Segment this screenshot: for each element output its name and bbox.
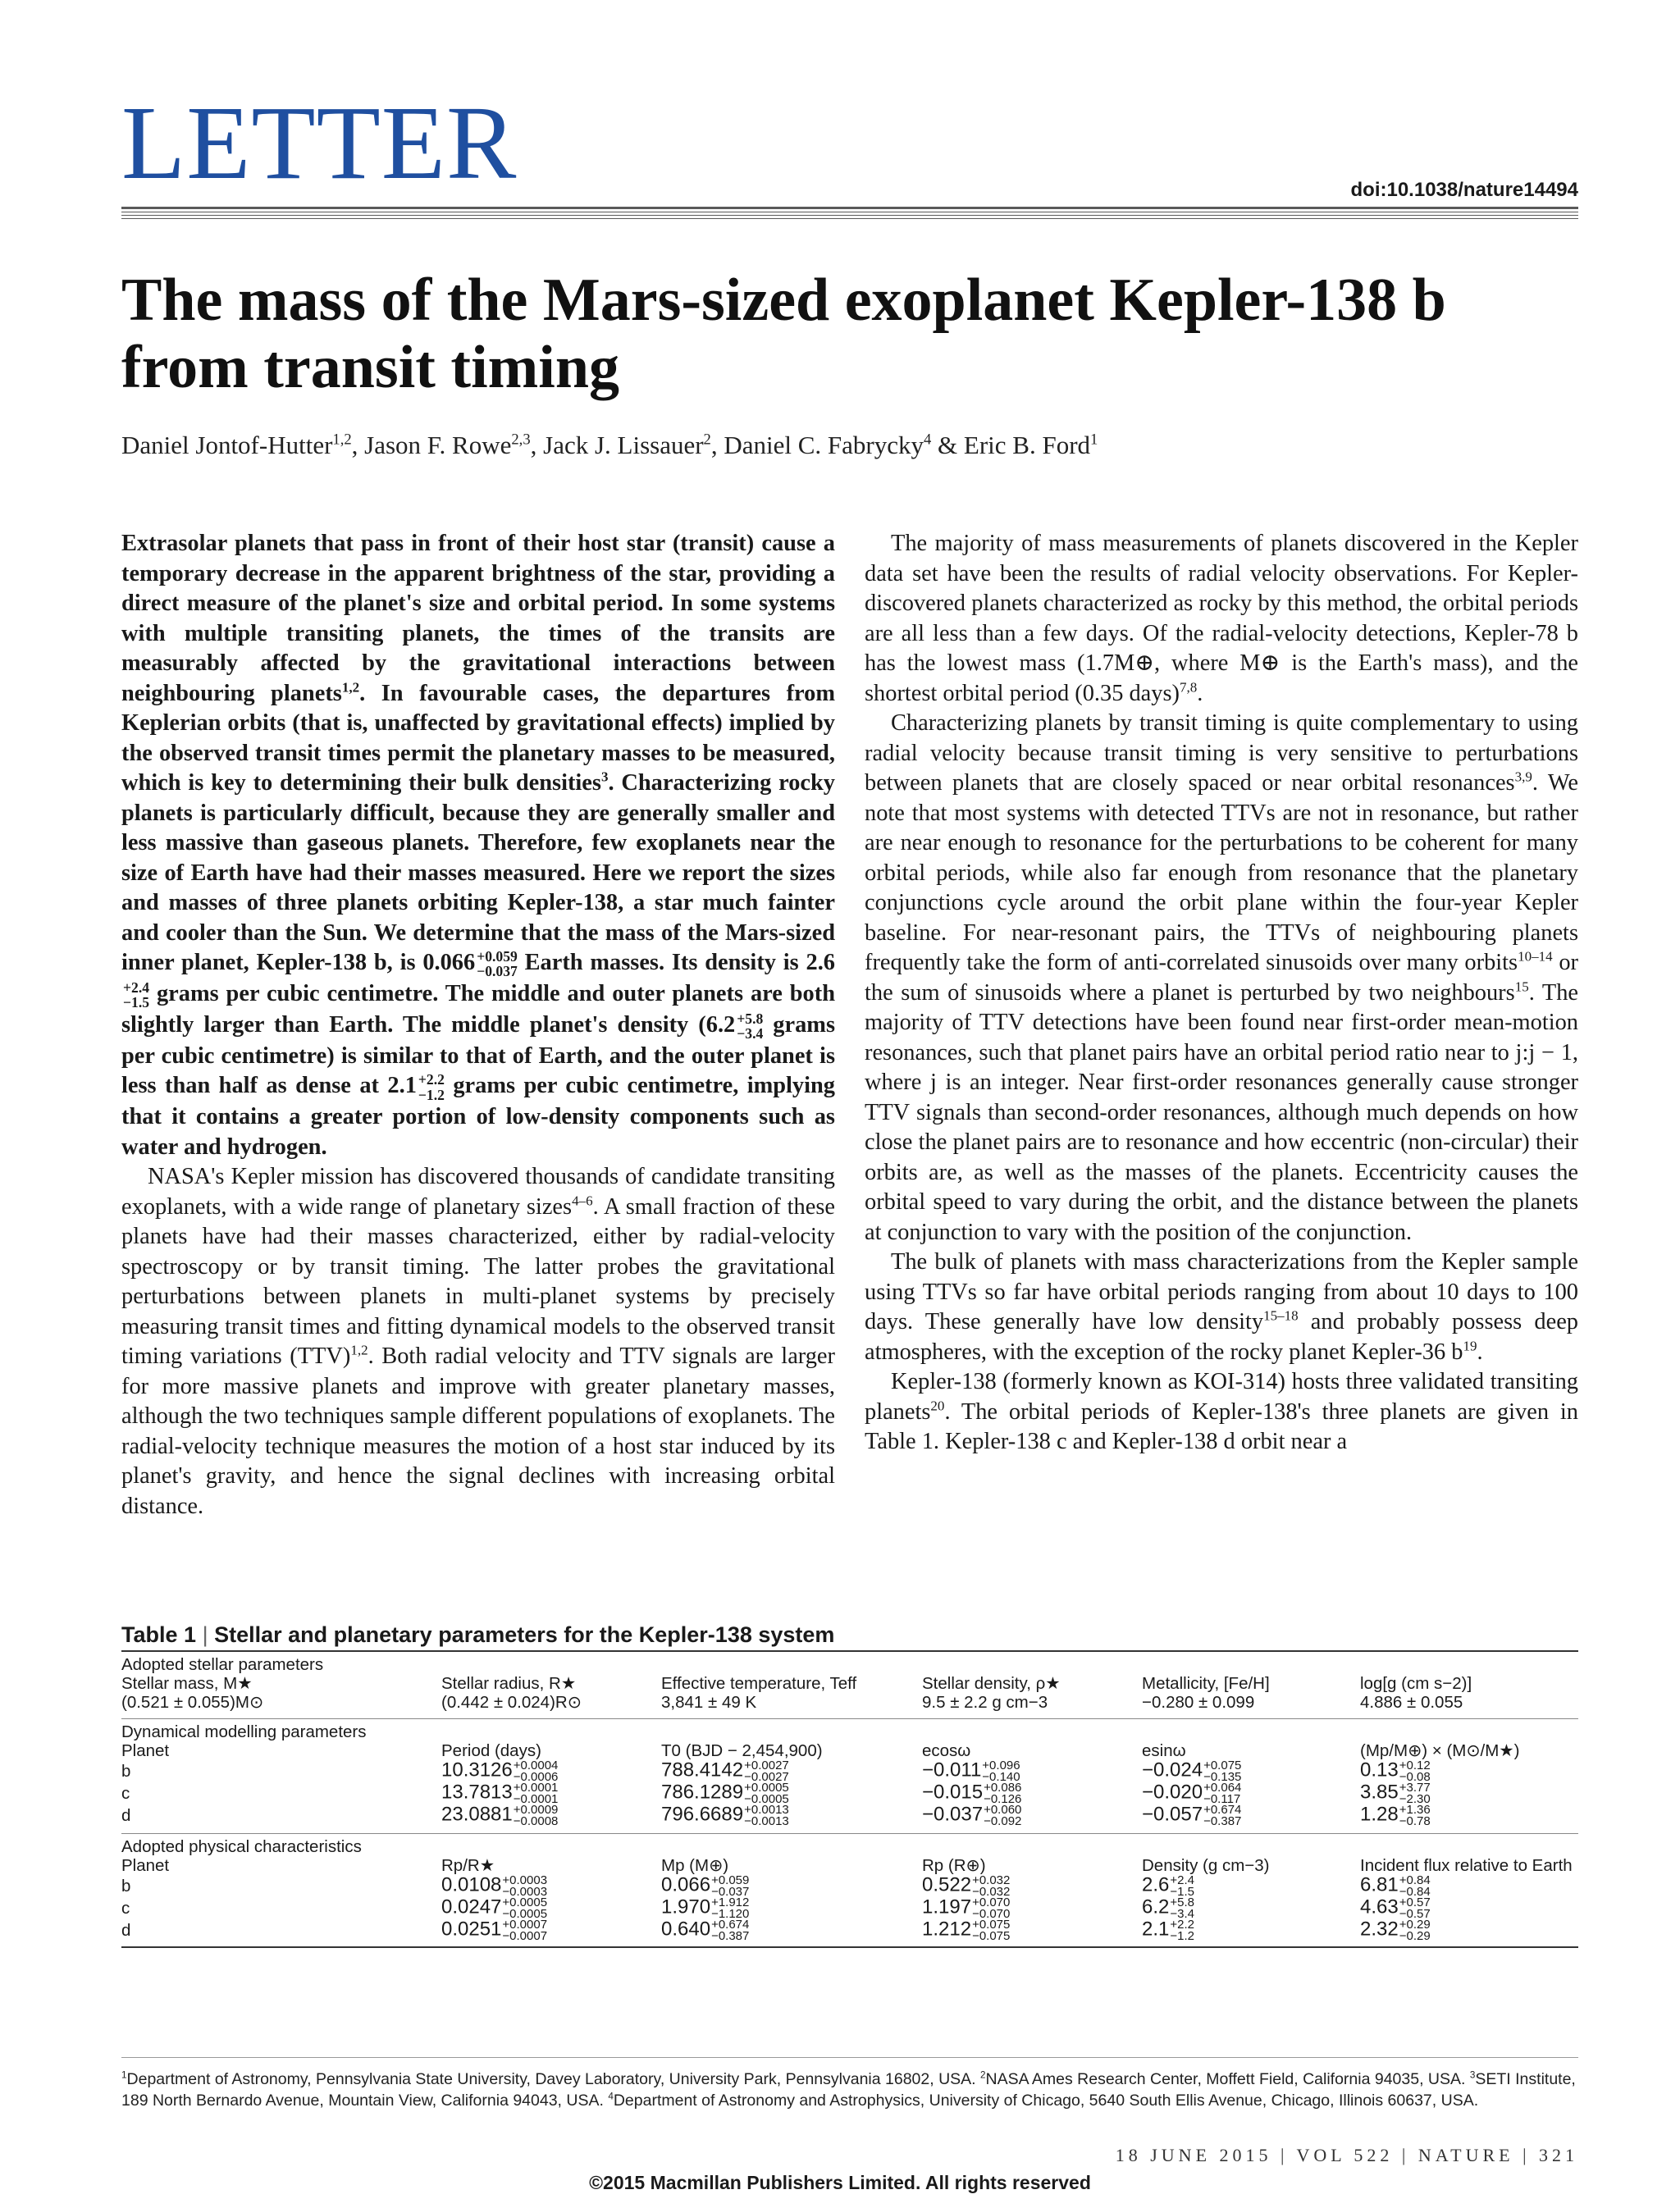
cell-value: 1.28	[1360, 1802, 1399, 1825]
upper-error: +0.674	[1203, 1802, 1242, 1817]
cell-value: 2.32	[1360, 1917, 1399, 1940]
journal-footer: 18 JUNE 2015 | VOL 522 | NATURE | 321	[1115, 2145, 1578, 2165]
uncertainty	[502, 1897, 547, 1920]
uncertainty	[502, 1919, 547, 1942]
planet-label: b	[121, 1877, 131, 1896]
column-header: Stellar density, ρ★	[922, 1674, 1061, 1693]
cell-value: −0.057	[1142, 1802, 1203, 1825]
cell-value: 2.1	[1142, 1917, 1170, 1940]
table-cell	[661, 1875, 922, 1898]
lower-error: −0.070	[972, 1906, 1011, 1921]
upper-error: +0.060	[984, 1802, 1022, 1817]
uncertainty	[744, 1760, 789, 1783]
uncertainty	[744, 1804, 789, 1827]
planet-label: d	[121, 1806, 131, 1825]
uncertainty	[1399, 1919, 1431, 1942]
lower-error: −0.0027	[744, 1769, 789, 1784]
lower-error: −0.032	[972, 1884, 1011, 1899]
lower-error: −0.0007	[502, 1928, 548, 1943]
uncertainty	[972, 1875, 1010, 1898]
table-header-row	[121, 1674, 1578, 1693]
uncertainty	[711, 1875, 749, 1898]
body-paragraph: The bulk of planets with mass characterizations from the Kepler sample using TTVs so far have orbital periods ranging from about 10 days to 100 days. These generally have low density$^{15-18}$ and probably possess deep atmospheres, with the exception of the rocky planet Kepler-36 $b^{19}$.	[865, 1249, 1578, 1365]
lower-error: −0.29	[1399, 1928, 1431, 1943]
column-header: Density (g cm−3)	[1142, 1856, 1270, 1875]
section-heading: Adopted stellar parameters	[121, 1655, 324, 1674]
cell-value: −0.020	[1142, 1780, 1203, 1803]
table-header-row	[121, 1741, 1578, 1760]
uncertainty	[514, 1804, 559, 1827]
table-cell	[1360, 1804, 1578, 1827]
upper-error: +0.032	[972, 1873, 1011, 1887]
lower-error: −2.30	[1399, 1791, 1431, 1806]
lower-error: −1.120	[711, 1906, 750, 1921]
author-name: Daniel C. Fabrycky	[724, 431, 924, 459]
affiliation-ref: 2	[703, 431, 711, 449]
column-header: Stellar mass, M★	[121, 1674, 253, 1693]
column-header: Rp/R★	[441, 1856, 495, 1875]
left-column	[121, 529, 835, 1521]
upper-error: +0.070	[972, 1895, 1011, 1909]
uncertainty	[984, 1804, 1021, 1827]
column-header: esinω	[1142, 1741, 1186, 1760]
cell-value: 23.0881	[441, 1802, 513, 1825]
table-row	[121, 1897, 1578, 1919]
right-column	[865, 529, 1578, 1458]
lower-error: −0.126	[984, 1791, 1022, 1806]
table-caption: Table 1 | Stellar and planetary parameters for the Kepler-138 system	[121, 1622, 835, 1647]
body-paragraph: NASA's Kepler mission has discovered thousands of candidate transiting exoplanets, with a wide range of planetary sizes$^{4-6}$. A small fraction of these planets have had their masses characterized, either by radial-velocity spectroscopy or by transit timing. The latter probes the gravitational perturbations between planets in multi-planet systems by precisely measuring transit times and fitting dynamical models to the observed transit timing variations (TTV)$^{1,2}$. Both radial velocity and TTV signals are larger for more massive planets and improve with greater planetary masses, although the two techniques sample different populations of exoplanets. The radial-velocity technique measures the motion of a host star induced by its planet's gravity, and hence the signal declines with increasing orbital distance.	[121, 1164, 835, 1519]
cell-value: −0.024	[1142, 1758, 1203, 1781]
column-header: ecosω	[922, 1741, 971, 1760]
stellar-section	[121, 1650, 1578, 1712]
citation-ref: 7,8	[1179, 679, 1198, 696]
upper-error: +5.8	[1170, 1895, 1194, 1909]
uncertainty	[972, 1919, 1010, 1942]
lower-error: −0.57	[1399, 1906, 1431, 1921]
affiliation-ref: 4	[923, 431, 932, 449]
lower-error: −1.2	[1170, 1928, 1194, 1943]
table-cell	[1142, 1897, 1360, 1920]
citation-ref: 15	[1514, 979, 1529, 995]
upper-error: +0.0013	[744, 1802, 789, 1817]
lower-error: −0.0008	[513, 1813, 559, 1828]
table-cell	[661, 1804, 922, 1827]
lower-error: −0.0005	[744, 1791, 789, 1806]
author-name: Daniel Jontof-Hutter	[121, 431, 333, 459]
cell-value: −0.037	[922, 1802, 984, 1825]
cell-value: 0.0108	[441, 1873, 502, 1896]
affiliation-ref: 1,2	[332, 431, 352, 449]
cell-value: 4.63	[1360, 1895, 1399, 1918]
uncertainty	[1170, 1897, 1194, 1920]
column-header: Period (days)	[441, 1741, 541, 1760]
table-cell	[922, 1897, 1142, 1920]
upper-error: +0.0004	[513, 1758, 559, 1772]
upper-error: +0.059	[711, 1873, 750, 1887]
upper-error: +0.086	[984, 1780, 1022, 1795]
author-name: Jack J. Lissauer	[543, 431, 704, 459]
cell-value: 1.970	[661, 1895, 711, 1918]
table-cell: (0.442 ± 0.024)R⊙	[441, 1693, 582, 1712]
cell-value: 1.212	[922, 1917, 972, 1940]
lower-error: −0.140	[982, 1769, 1020, 1784]
upper-error: +0.0003	[502, 1873, 548, 1887]
table-cell: 4.886 ± 0.055	[1360, 1693, 1463, 1712]
table-cell	[922, 1782, 1142, 1805]
physical-section	[121, 1833, 1578, 1948]
column-header: (Mp/M⊕) × (M⊙/M★)	[1360, 1741, 1520, 1760]
citation-ref: 3,9	[1514, 769, 1532, 785]
planet-label: b	[121, 1762, 131, 1781]
upper-error: +0.0005	[744, 1780, 789, 1795]
column-header: Rp (R⊕)	[922, 1856, 986, 1875]
cell-value: 0.13	[1360, 1758, 1399, 1781]
lower-error: −0.135	[1203, 1769, 1242, 1784]
letter-banner: LETTER	[121, 84, 518, 201]
cell-value: 796.6689	[661, 1802, 744, 1825]
upper-error: +2.2	[1170, 1917, 1194, 1932]
table-row	[121, 1804, 1578, 1827]
citation-ref: 19	[1463, 1338, 1477, 1354]
copyright-notice: ©2015 Macmillan Publishers Limited. All rights reserved	[589, 2172, 1091, 2193]
cell-value: 2.6	[1142, 1873, 1170, 1896]
uncertainty	[1203, 1804, 1241, 1827]
lower-error: −0.075	[972, 1928, 1011, 1943]
table-cell	[441, 1804, 661, 1827]
parameters-table	[121, 1650, 1578, 1948]
column-header: T0 (BJD − 2,454,900)	[661, 1741, 823, 1760]
table-cell	[922, 1875, 1142, 1898]
upper-error: +0.674	[711, 1917, 750, 1932]
lower-error: −0.0005	[502, 1906, 548, 1921]
uncertainty	[972, 1897, 1010, 1920]
citation-ref: 20	[930, 1398, 945, 1414]
affiliations: $^1$Department of Astronomy, Pennsylvania State University, Davey Laboratory, University Park, Pennsylvania 16802, USA. $^2$NASA Ames Research Center, Moffett Field, California 94035, USA. $^3$SETI Institute, 189 North Bernardo Avenue, Mountain View, California 94043, USA. $^4$Department of Astronomy and Astrophysics, University of Chicago, 5640 South Ellis Avenue, Chicago, Illinois 60637, USA.	[121, 2069, 1576, 2110]
author-name: Eric B. Ford	[963, 431, 1091, 459]
dynamical-section	[121, 1718, 1578, 1827]
lower-error: −0.84	[1399, 1884, 1431, 1899]
dynamical-rows	[121, 1760, 1578, 1827]
section-heading: Dynamical modelling parameters	[121, 1722, 367, 1741]
upper-error: +0.0001	[513, 1780, 559, 1795]
uncertainty	[711, 1897, 749, 1920]
upper-error: +0.064	[1203, 1780, 1242, 1795]
uncertainty	[1399, 1804, 1431, 1827]
author-name: Jason F. Rowe	[364, 431, 512, 459]
cell-value: 6.2	[1142, 1895, 1170, 1918]
table-header-row	[121, 1856, 1578, 1875]
table-row	[121, 1919, 1578, 1941]
cell-value: 0.0247	[441, 1895, 502, 1918]
lower-error: −3.4	[1170, 1906, 1194, 1921]
cell-value: −0.011	[922, 1758, 982, 1781]
upper-error: +0.29	[1399, 1917, 1431, 1932]
table-cell	[922, 1919, 1142, 1942]
table-cell: 3,841 ± 49 K	[661, 1693, 757, 1712]
cell-value: 0.066	[661, 1873, 711, 1896]
uncertainty	[1203, 1782, 1241, 1805]
lower-error: −0.387	[1203, 1813, 1242, 1828]
table-cell	[441, 1782, 661, 1805]
uncertainty	[514, 1760, 559, 1783]
upper-error: +0.57	[1399, 1895, 1431, 1909]
uncertainty	[1399, 1875, 1431, 1898]
table-cell	[1360, 1782, 1578, 1805]
upper-error: +0.096	[982, 1758, 1020, 1772]
table-cell	[441, 1760, 661, 1783]
upper-error: +1.912	[711, 1895, 750, 1909]
cell-value: 0.522	[922, 1873, 972, 1896]
uncertainty	[711, 1919, 749, 1942]
citation-ref: 1,2	[341, 679, 360, 696]
table-cell	[1360, 1919, 1578, 1942]
citation-ref: 10–14	[1518, 948, 1553, 965]
citation-ref: 4–6	[572, 1193, 593, 1209]
table-row	[121, 1875, 1578, 1897]
table-cell	[1142, 1875, 1360, 1898]
planet-label: d	[121, 1921, 131, 1940]
table-cell	[1360, 1875, 1578, 1898]
table-cell: −0.280 ± 0.099	[1142, 1693, 1255, 1712]
cell-value: 10.3126	[441, 1758, 513, 1781]
upper-error: +0.0005	[502, 1895, 548, 1909]
uncertainty	[1170, 1919, 1194, 1942]
table-row	[121, 1760, 1578, 1782]
cell-value: 786.1289	[661, 1780, 744, 1803]
citation-ref: 3	[600, 769, 609, 785]
lower-error: −0.092	[984, 1813, 1022, 1828]
uncertainty	[1170, 1875, 1194, 1898]
lower-error: −0.037	[711, 1884, 750, 1899]
planet-label: c	[121, 1899, 130, 1918]
table-cell	[1142, 1804, 1360, 1827]
lower-error: −0.0006	[513, 1769, 559, 1784]
article-title: The mass of the Mars-sized exoplanet Kepler-138 b from transit timing	[121, 267, 1446, 401]
cell-value: 1.197	[922, 1895, 972, 1918]
table-cell	[441, 1875, 661, 1898]
cell-value: 13.7813	[441, 1780, 513, 1803]
physical-rows	[121, 1875, 1578, 1941]
lower-error: −0.0001	[513, 1791, 559, 1806]
uncertainty	[1399, 1760, 1431, 1783]
uncertainty	[1399, 1897, 1431, 1920]
lower-error: −0.387	[711, 1928, 750, 1943]
lower-error: −1.5	[1170, 1884, 1194, 1899]
table-cell	[922, 1760, 1142, 1783]
author-list: Daniel Jontof-Hutter$^{1,2}$, Jason F. Rowe$^{2,3}$, Jack J. Lissauer$^2$, Daniel C. Fabrycky$^4$ & Eric B. Ford$^1$	[121, 431, 1098, 459]
table-cell	[441, 1897, 661, 1920]
citation-ref: 15–18	[1263, 1307, 1299, 1324]
upper-error: +0.075	[1203, 1758, 1242, 1772]
upper-error: +0.0007	[502, 1917, 548, 1932]
lower-error: −0.117	[1203, 1791, 1241, 1806]
table-cell	[661, 1897, 922, 1920]
upper-error: +0.84	[1399, 1873, 1431, 1887]
column-header: Effective temperature, Teff	[661, 1674, 857, 1693]
upper-error: +0.0009	[513, 1802, 559, 1817]
cell-value: 3.85	[1360, 1780, 1399, 1803]
upper-error: +2.4	[1170, 1873, 1194, 1887]
section-heading: Adopted physical characteristics	[121, 1837, 362, 1856]
table-cell	[661, 1919, 922, 1942]
header-rule	[121, 207, 1578, 209]
upper-error: +3.77	[1399, 1780, 1431, 1795]
uncertainty	[744, 1782, 789, 1805]
table-cell	[1142, 1782, 1360, 1805]
column-header: Planet	[121, 1741, 170, 1760]
column-header: Planet	[121, 1856, 170, 1875]
column-header: Mp (M⊕)	[661, 1856, 729, 1875]
lower-error: −0.78	[1399, 1813, 1431, 1828]
body-paragraph: Kepler-138 (formerly known as KOI-314) hosts three validated transiting planets$^{20}$. The orbital periods of Kepler-138's three planets are given in Table 1. Kepler-138 c and Kepler-138 d orbit near a	[865, 1369, 1578, 1454]
table-cell	[661, 1782, 922, 1805]
affiliation-ref: 1	[1090, 431, 1098, 449]
cell-value: 0.640	[661, 1917, 711, 1940]
uncertainty	[1203, 1760, 1241, 1783]
table-cell: 9.5 ± 2.2 g cm−3	[922, 1693, 1048, 1712]
body-paragraph: Characterizing planets by transit timing is quite complementary to using radial velocity because transit timing is very sensitive to perturbations between planets that are closely spaced or near orbital resonances$^{3,9}$. We note that most systems with detected TTVs are not in resonance, but rather are near enough to resonance for the perturbations to be coherent for many orbital periods, while also far enough from resonance that the planetary conjunctions cycle around the orbit plane within the four-year Kepler baseline. For near-resonant pairs, the TTVs of neighbouring planets frequently take the form of anti-correlated sinusoids over many orbits$^{10-14}$ or the sum of sinusoids where a planet is perturbed by two neighbours$^{15}$. The majority of TTV detections have been found near first-order mean-motion resonances, such that planet pairs have an orbital period ratio near to j:j − 1, where j is an integer. Near first-order resonances generally cause stronger TTV signals than second-order resonances, although much depends on how close the planet pairs are to resonance and how eccentric (non-circular) their orbits are, as well as the masses of the planets. Eccentricity causes the orbital speed to vary during the orbit, and the distance between the planets at conjunction to vary with the position of the conjunction.	[865, 710, 1579, 1245]
uncertainty	[514, 1782, 559, 1805]
doi-link[interactable]: doi:10.1038/nature14494	[1350, 179, 1578, 201]
lower-error: −0.08	[1399, 1769, 1431, 1784]
upper-error: +0.12	[1399, 1758, 1431, 1772]
uncertainty	[502, 1875, 547, 1898]
table-cell: (0.521 ± 0.055)M⊙	[121, 1693, 264, 1712]
planet-label: c	[121, 1784, 130, 1803]
uncertainty	[1399, 1782, 1431, 1805]
cell-value: 0.0251	[441, 1917, 502, 1940]
column-header: Incident flux relative to Earth	[1360, 1856, 1573, 1875]
upper-error: +0.075	[972, 1917, 1011, 1932]
column-header: Stellar radius, R★	[441, 1674, 577, 1693]
table-cell	[1142, 1919, 1360, 1942]
cell-value: 788.4142	[661, 1758, 744, 1781]
table-cell	[1142, 1760, 1360, 1783]
abstract: Extrasolar planets that pass in front of their host star (transit) cause a temporary decrease in the apparent brightness of the star, providing a direct measure of the planet's size and orbital period. In some systems with multiple transiting planets, the times of the transits are measurably affected by the gravitational interactions between neighbouring planets$^{1,2}$. In favourable cases, the departures from Keplerian orbits (that is, unaffected by gravitational effects) implied by the observed transit times permit the planetary masses to be measured, which is key to determining their bulk densities$^3$. Characterizing rocky planets is particularly difficult, because they are generally smaller and less massive than gaseous planets. Therefore, few exoplanets near the size of Earth have had their masses measured. Here we report the sizes and masses of three planets orbiting Kepler-138, a star much fainter and cooler than the Sun. We determine that the mass of the Mars-sized inner planet, Kepler-138 b, is 0.066 +0.059 −0.037 Earth masses. Its density is 2.6 +2.4 −1.5 grams per cubic centimetre. The middle and outer planets are both slightly larger than Earth. The middle planet's density (6.2 +5.8 −3.4 grams per cubic centimetre) is similar to that of Earth, and the outer planet is less than half as dense at 2.1 +2.2 −1.2 grams per cubic centimetre, implying that it contains a greater portion of low-density components such as water and hydrogen.	[121, 531, 835, 1160]
citation-ref: 1,2	[350, 1342, 368, 1358]
header-rule-thin	[121, 215, 1578, 216]
column-header: log[g (cm s−2)]	[1360, 1674, 1472, 1693]
table-cell	[441, 1919, 661, 1942]
upper-error: +1.36	[1399, 1802, 1431, 1817]
table-row	[121, 1693, 1578, 1712]
header-rule-thin	[121, 218, 1578, 219]
cell-value: −0.015	[922, 1780, 984, 1803]
column-header: Metallicity, [Fe/H]	[1142, 1674, 1270, 1693]
lower-error: −0.0013	[744, 1813, 789, 1828]
table-cell	[661, 1760, 922, 1783]
lower-error: −0.0003	[502, 1884, 548, 1899]
footnote-rule	[121, 2057, 1578, 2058]
table-cell	[1360, 1897, 1578, 1920]
table-cell	[922, 1804, 1142, 1827]
uncertainty	[984, 1782, 1021, 1805]
upper-error: +0.0027	[744, 1758, 789, 1772]
table-row	[121, 1782, 1578, 1804]
uncertainty	[982, 1760, 1020, 1783]
body-paragraph: The majority of mass measurements of planets discovered in the Kepler data set have been the results of radial velocity observations. For Kepler-discovered planets characterized as rocky by this method, the orbital periods are all less than a few days. Of the radial-velocity detections, Kepler-78 b has the lowest mass (1.7M⊕, where M⊕ is the Earth's mass), and the shortest orbital period (0.35 days)$^{7,8}$.	[865, 531, 1578, 706]
affiliation-ref: 2,3	[511, 431, 531, 449]
table-cell	[1360, 1760, 1578, 1783]
cell-value: 6.81	[1360, 1873, 1399, 1896]
